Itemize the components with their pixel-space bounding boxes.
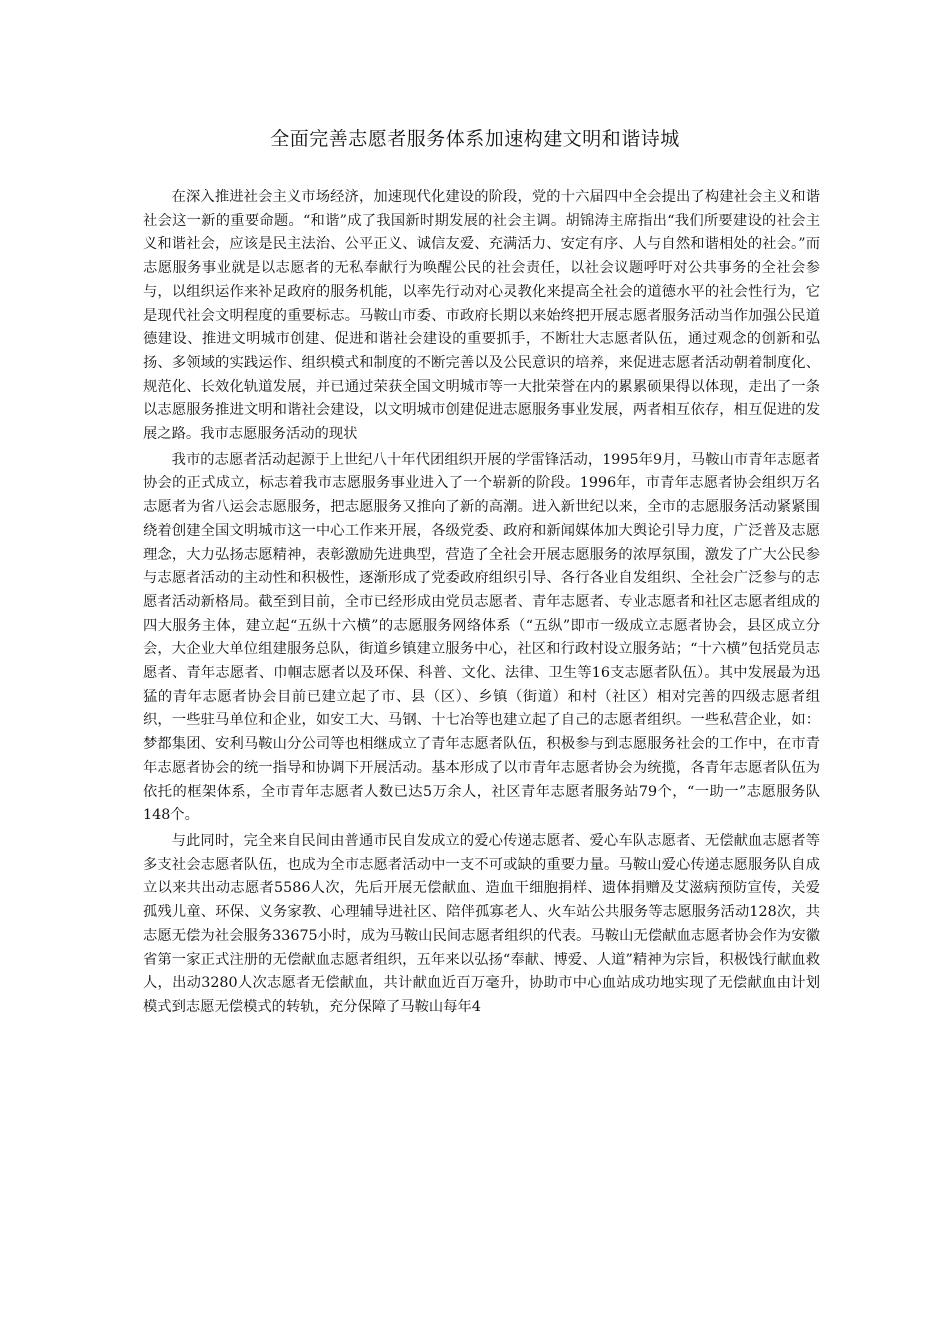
paragraph-3: 与此同时，完全来自民间由普通市民自发成立的爱心传递志愿者、爱心车队志愿者、无偿献血志愿者等多支社会志愿者队伍，也成为全市志愿者活动中一支不可或缺的重要力量。马鞍山爱心传递志愿服务队自成立以来共出动志愿者5586人次，先后开展无偿献血、造血干细胞捐样、遗体捐赠及艾滋病预防宣传，关爱孤残儿童、环保、义务家教、心理辅导进社区、陪伴孤寡老人、火车站公共服务等志愿服务活动128次，共志愿无偿为社会服务33675小时，成为马鞍山民间志愿者组织的代表。马鞍山无偿献血志愿者协会作为安徽省第一家正式注册的无偿献血志愿者组织，五年来以弘扬“奉献、博爱、人道”精神为宗旨，积极饯行献血救人，出动3280人次志愿者无偿献血，共计献血近百万毫升，协助市中心血站成功地实现了无偿献血由计划模式到志愿无偿模式的转轨，充分保障了马鞍山每年4: [143, 832, 820, 1015]
document-title: 全面完善志愿者服务体系加速构建文明和谐诗城: [270, 128, 680, 150]
paragraph-2: 我市的志愿者活动起源于上世纪八十年代团组织开展的学雷锋活动，1995年9月，马鞍山市青年志愿者协会的正式成立，标志着我市志愿服务事业进入了一个崭新的阶段。1996年，市青年志愿者协会组织万名志愿者为省八运会志愿服务，把志愿服务又推向了新的高潮。进入新世纪以来，全市的志愿服务活动紧紧围绕着创建全国文明城市这一中心工作来开展，各级党委、政府和新闻媒体加大舆论引导力度，广泛普及志愿理念，大力弘扬志愿精神，表彰激励先进典型，营造了全社会开展志愿服务的浓厚氛围，激发了广大公民参与志愿者活动的主动性和积极性，逐渐形成了党委政府组织引导、各行各业自发组织、全社会广泛参与的志愿者活动新格局。截至到目前，全市已经形成由党员志愿者、青年志愿者、专业志愿者和社区志愿者组成的四大服务主体，建立起“五纵十六横”的志愿服务网络体系（“五纵”即市一级成立志愿者协会，县区成立分会，大企业大单位组建服务总队，街道乡镇建立服务中心，社区和行政村设立服务站；“十六横”包括党员志愿者、青年志愿者、巾帼志愿者以及环保、科普、文化、法律、卫生等16支志愿者队伍）。其中发展最为迅猛的青年志愿者协会目前已建立起了市、县（区）、乡镇（街道）和村（社区）相对完善的四级志愿者组织，一些驻马单位和企业，如安工大、马钢、十七冶等也建立起了自己的志愿者组织。一些私营企业，如：梦都集团、安利马鞍山分公司等也相继成立了青年志愿者队伍，积极参与到志愿服务社会的工作中，在市青年志愿者协会的统一指导和协调下开展活动。基本形成了以市青年志愿者协会为统揽，各青年志愿者队伍为依托的框架体系，全市青年志愿者人数已达5万余人，社区青年志愿者服务站79个，“一助一”志愿服务队148个。: [143, 451, 820, 824]
document-body: [143, 186, 820, 1020]
paragraph-1: 在深入推进社会主义市场经济，加速现代化建设的阶段，党的十六届四中全会提出了构建社会主义和谐社会这一新的重要命题。“和谐”成了我国新时期发展的社会主调。胡锦涛主席指出“我们所要建设的社会主义和谐社会，应该是民主法治、公平正义、诚信友爱、充满活力、安定有序、人与自然和谐相处的社会。”而志愿服务事业就是以志愿者的无私奉献行为唤醒公民的社会责任，以社会议题呼吁对公共事务的全社会参与，以组织运作来补足政府的服务机能，以率先行动对心灵教化来提高全社会的道德水平的社会性行为，它是现代社会文明程度的重要标志。马鞍山市委、市政府长期以来始终把开展志愿者服务活动当作加强公民道德建设、推进文明城市创建、促进和谐社会建设的重要抓手，不断壮大志愿者队伍，通过观念的创新和弘扬、多领域的实践运作、组织模式和制度的不断完善以及公民意识的培养，来促进志愿者活动朝着制度化、规范化、长效化轨道发展，并已通过荣获全国文明城市等一大批荣誉在内的累累硕果得以体现，走出了一条以志愿服务推进文明和谐社会建设，以文明城市创建促进志愿服务事业发展，两者相互依存，相互促进的发展之路。我市志愿服务活动的现状: [143, 189, 820, 443]
